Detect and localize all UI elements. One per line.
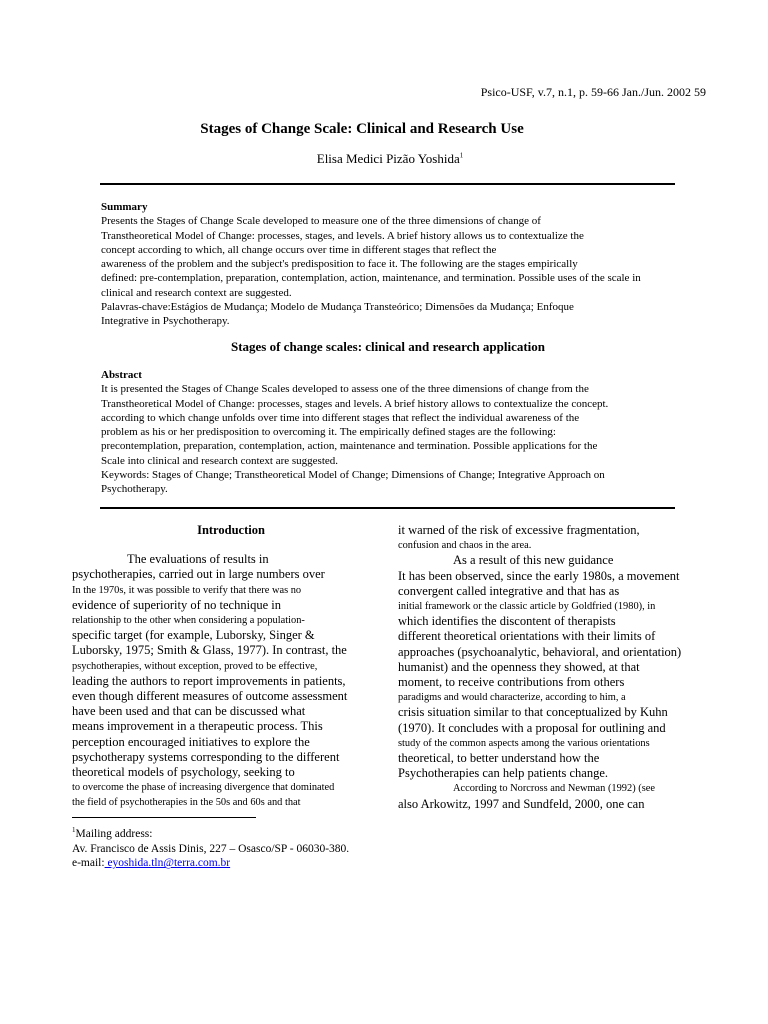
body-text-line: Luborsky, 1975; Smith & Glass, 1977). In contrast, the: [72, 643, 347, 658]
body-text-line: also Arkowitz, 1997 and Sundfeld, 2000, one can: [398, 796, 645, 811]
body-text-line: study of the common aspects among the various orientations: [398, 737, 650, 749]
footnote-email-label: e-mail:: [72, 857, 105, 870]
summary-keywords: [101, 300, 693, 329]
summary-text: [101, 214, 693, 300]
summary-line: Presents the Stages of Change Scale developed to measure one of the three dimensions of change of: [101, 215, 541, 228]
body-text-line: specific target (for example, Luborsky, Singer &: [72, 628, 315, 643]
body-text-line: confusion and chaos in the area.: [398, 540, 532, 552]
abstract-keywords-line: Keywords: Stages of Change; Transtheoretical Model of Change; Dimensions of Change; Integrative Approach on: [101, 469, 605, 482]
abstract-line: according to which change unfolds over time into different stages that reflect the individual awareness of the: [101, 411, 580, 424]
body-text-line: According to Norcross and Newman (1992) (see: [453, 783, 655, 795]
body-text-line: humanist) and the openness they showed, at that: [398, 659, 640, 674]
footnote-label: Mailing address:: [75, 827, 153, 840]
abstract-title: Stages of change scales: clinical and research application: [230, 339, 546, 354]
body-text-line: Psychotherapies can help patients change.: [398, 766, 608, 781]
body-text-line: In the 1970s, it was possible to verify that there was no: [72, 584, 302, 596]
summary-line: defined: pre-contemplation, preparation, contemplation, action, maintenance, and termination. Possible uses of the scale in: [101, 272, 641, 285]
body-text-line: theoretical models of psychology, seeking to: [72, 765, 295, 780]
summary-keywords-line: Palavras-chave:Estágios de Mudança; Modelo de Mudança Transteórico; Dimensões da Mudança; Enfoque: [101, 301, 574, 314]
body-text-line: different theoretical orientations with their limits of: [398, 629, 656, 644]
body-text-line: perception encouraged initiatives to explore the: [72, 734, 310, 749]
body-text-line: The evaluations of results in: [127, 552, 269, 567]
abstract-line: Transtheoretical Model of Change: processes, stages and levels. A brief history allows to contextualize the concept.: [101, 397, 609, 410]
abstract-keywords: [101, 468, 693, 497]
right-column-text: [398, 523, 732, 812]
body-text-line: the field of psychotherapies in the 50s and 60s and that: [72, 797, 301, 809]
summary-line: Transtheoretical Model of Change: processes, stages, and levels. A brief history allows us to contextualize the: [101, 229, 584, 242]
footnote: [72, 823, 472, 871]
author-line: [0, 151, 768, 167]
body-text-line: even though different measures of outcome assessment: [72, 689, 348, 704]
author-name: Elisa Medici Pizão Yoshida: [316, 151, 460, 166]
running-head: Psico-USF, v.7, n.1, p. 59-66 Jan./Jun. 2002 59: [480, 85, 706, 99]
abstract-line: Scale into clinical and research context are suggested.: [101, 454, 339, 467]
abstract-line: problem as his or her predisposition to overcoming it. The empirically defined stages are the following:: [101, 426, 556, 439]
body-text-line: It has been observed, since the early 1980s, a movement: [398, 568, 680, 583]
body-text-line: means improvement in a therapeutic process. This: [72, 719, 323, 734]
section-heading-introduction: Introduction: [197, 523, 265, 537]
body-text-line: relationship to the other when considering a population-: [72, 615, 305, 627]
middle-rule: [100, 507, 675, 509]
summary-keywords-line: Integrative in Psychotherapy.: [101, 315, 230, 328]
body-text-line: psychotherapies, carried out in large numbers over: [72, 567, 325, 582]
summary-line: clinical and research context are suggested.: [101, 286, 292, 299]
footnote-email-line: [72, 856, 472, 871]
abstract-block: [101, 368, 693, 497]
body-text-line: initial framework or the classic article by Goldfried (1980), in: [398, 601, 656, 613]
body-text-line: (1970). It concludes with a proposal for outlining and: [398, 720, 666, 735]
body-right-column: [398, 523, 732, 812]
left-column-text: [72, 552, 390, 810]
abstract-line: precontemplation, preparation, contemplation, action, maintenance and termination. Possible applications for the: [101, 440, 598, 453]
footnote-rule: [72, 817, 256, 818]
body-text-line: evidence of superiority of no technique in: [72, 597, 281, 612]
top-rule: [100, 183, 675, 185]
footnote-mark: 1: [72, 826, 76, 834]
author-note-mark: 1: [459, 151, 464, 160]
abstract-text: [101, 382, 693, 468]
body-text-line: which identifies the discontent of therapists: [398, 614, 616, 629]
body-text-line: it warned of the risk of excessive fragmentation,: [398, 523, 640, 537]
body-text-line: crisis situation similar to that conceptualized by Kuhn: [398, 705, 668, 720]
body-text-line: theoretical, to better understand how the: [398, 751, 600, 766]
summary-line: concept according to which, all change occurs over time in different stages that reflect the: [101, 243, 497, 256]
summary-block: [101, 200, 693, 329]
abstract-heading: Abstract: [101, 369, 142, 381]
body-text-line: paradigms and would characterize, according to him, a: [398, 692, 626, 704]
footnote-label-line: [72, 823, 472, 842]
footnote-address: Av. Francisco de Assis Dinis, 227 – Osasco/SP - 06030-380.: [72, 842, 350, 855]
email-link[interactable]: eyoshida.tln@terra.com.br: [104, 857, 231, 870]
body-text-line: leading the authors to report improvements in patients,: [72, 673, 346, 688]
body-text-line: have been used and that can be discussed what: [72, 704, 306, 719]
body-text-line: psychotherapy systems corresponding to the different: [72, 749, 340, 764]
body-text-line: convergent called integrative and that has as: [398, 583, 620, 598]
body-text-line: approaches (psychoanalytic, behavioral, and orientation): [398, 644, 682, 659]
body-text-line: moment, to receive contributions from others: [398, 675, 625, 690]
body-text-line: As a result of this new guidance: [453, 553, 614, 568]
article-title: Stages of Change Scale: Clinical and Research Use: [200, 121, 524, 137]
body-text-line: to overcome the phase of increasing divergence that dominated: [72, 782, 335, 794]
summary-heading: Summary: [101, 201, 148, 213]
body-left-column: [72, 523, 390, 811]
abstract-keywords-line: Psychotherapy.: [101, 483, 168, 496]
body-text-line: psychotherapies, without exception, proved to be effective,: [72, 660, 318, 672]
abstract-line: It is presented the Stages of Change Scales developed to assess one of the three dimensions of change from the: [101, 383, 589, 396]
summary-line: awareness of the problem and the subject's predisposition to face it. The following are the stages empirically: [101, 258, 578, 271]
